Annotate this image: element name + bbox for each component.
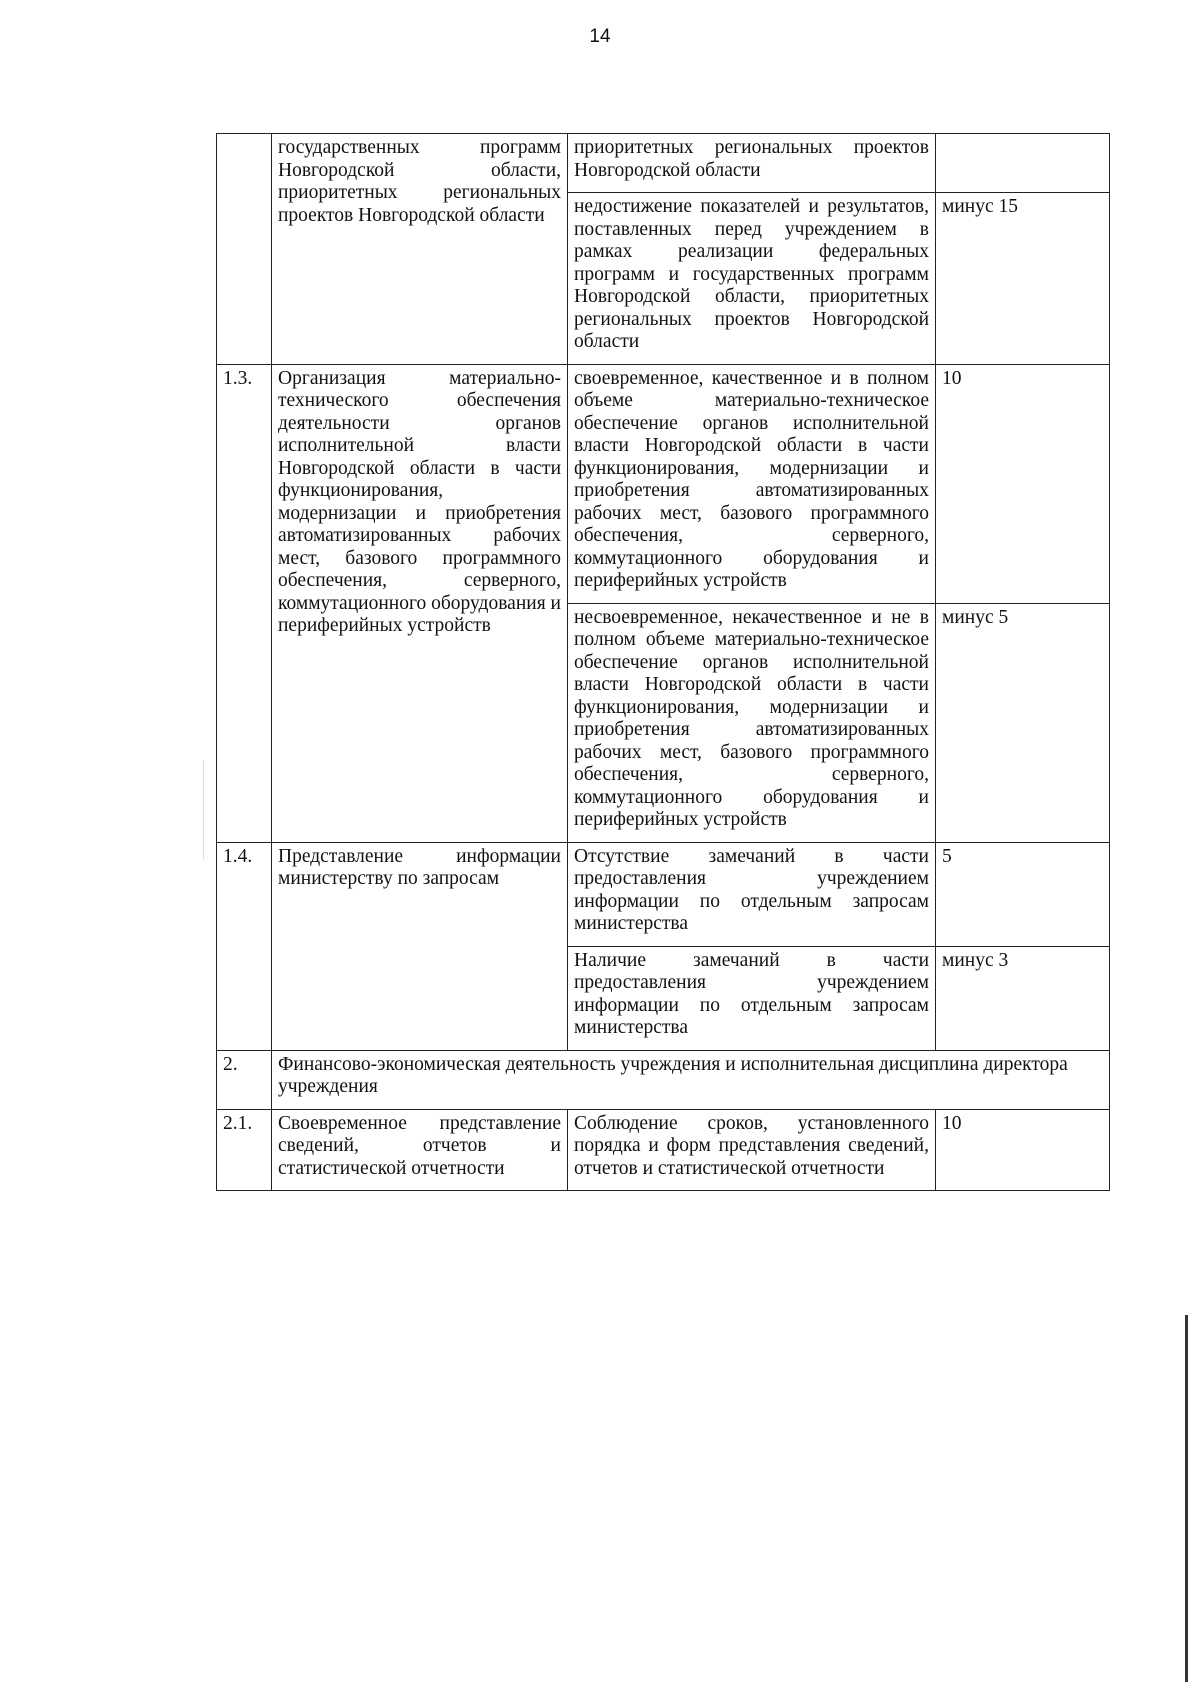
indicator-cell: приоритетных региональных проектов Новгородской области (568, 134, 936, 193)
table-row (217, 842, 1110, 946)
criterion-cell: Организация материально-технического обеспечения деятельности органов исполнительной власти Новгородской области в части функционирования, модернизации и приобретения автоматизированных рабочих мест, базового программного обеспечения, серверного, коммутационного оборудования и периферийных устройств (272, 364, 568, 842)
score-cell: минус 5 (936, 603, 1110, 842)
score-cell: 5 (936, 842, 1110, 946)
indicator-cell: своевременное, качественное и в полном объеме материально-техническое обеспечение органов исполнительной власти Новгородской области в части функционирования, модернизации и приобретения автоматизированных рабочих мест, базового программного обеспечения, серверного, коммутационного оборудования и периферийных устройств (568, 364, 936, 603)
page-number: 14 (589, 26, 611, 47)
criteria-table (216, 133, 1110, 1191)
row-number: 1.3. (217, 364, 272, 842)
score-cell: 10 (936, 1109, 1110, 1191)
table-row (217, 134, 1110, 193)
indicator-cell: Соблюдение сроков, установленного порядка и форм представления сведений, отчетов и статистической отчетности (568, 1109, 936, 1191)
row-number: 2.1. (217, 1109, 272, 1191)
score-cell: минус 3 (936, 946, 1110, 1050)
indicator-cell: Наличие замечаний в части предоставления учреждением информации по отдельным запросам министерства (568, 946, 936, 1050)
score-cell (936, 134, 1110, 193)
row-number: 2. (217, 1050, 272, 1109)
scan-artifact (203, 760, 204, 860)
criterion-cell: Представление информации министерству по запросам (272, 842, 568, 1050)
criterion-cell: Своевременное представление сведений, отчетов и статистической отчетности (272, 1109, 568, 1191)
table-row (217, 364, 1110, 603)
indicator-cell: недостижение показателей и результатов, поставленных перед учреждением в рамках реализации федеральных программ и государственных программ Новгородской области, приоритетных региональных проектов Новгородской области (568, 193, 936, 365)
table-row (217, 1109, 1110, 1191)
row-number (217, 134, 272, 365)
row-number: 1.4. (217, 842, 272, 1050)
table-row (217, 1050, 1110, 1109)
scan-margin-line (1185, 1315, 1188, 1682)
score-cell: минус 15 (936, 193, 1110, 365)
score-cell: 10 (936, 364, 1110, 603)
indicator-cell: несвоевременное, некачественное и не в полном объеме материально-техническое обеспечение органов исполнительной власти Новгородской области в части функционирования, модернизации и приобретения автоматизированных рабочих мест, базового программного обеспечения, серверного, коммутационного оборудования и периферийных устройств (568, 603, 936, 842)
criterion-cell: государственных программ Новгородской области, приоритетных региональных проектов Новгородской области (272, 134, 568, 365)
section-title: Финансово-экономическая деятельность учреждения и исполнительная дисциплина директора учреждения (272, 1050, 1110, 1109)
indicator-cell: Отсутствие замечаний в части предоставления учреждением информации по отдельным запросам министерства (568, 842, 936, 946)
